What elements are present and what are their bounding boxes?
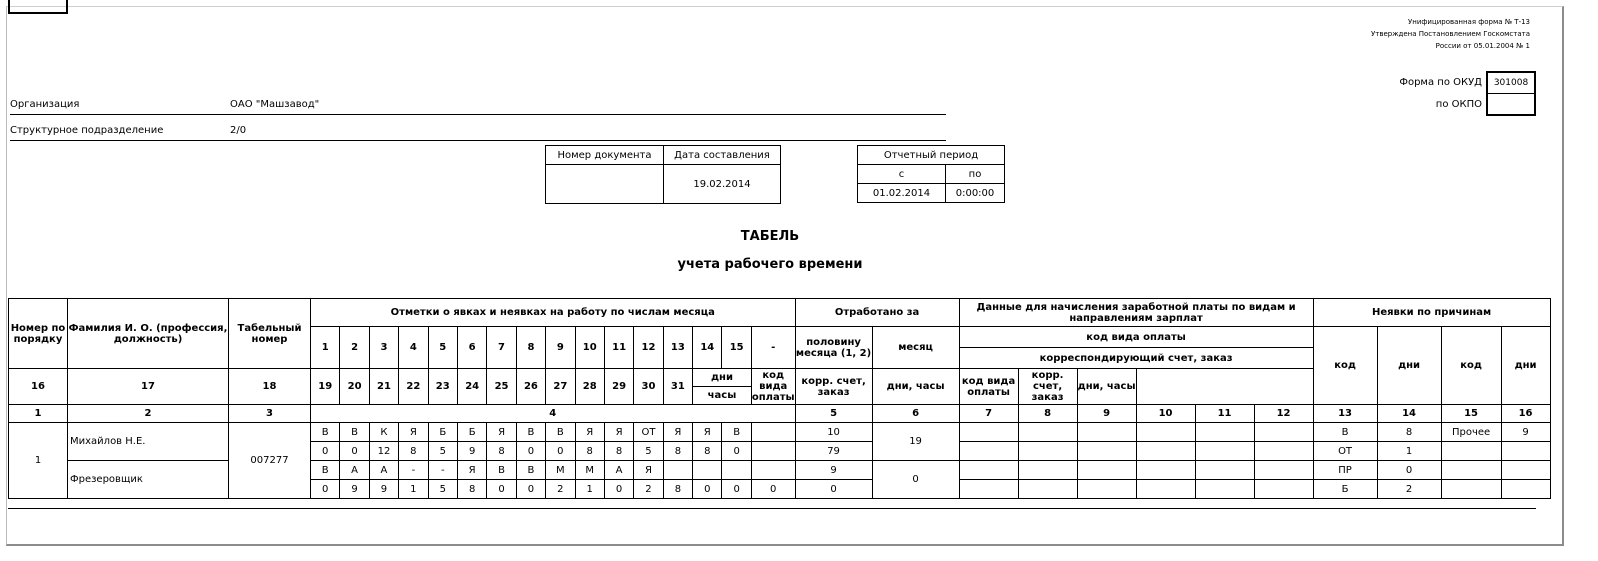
okud-label: Форма по ОКУД	[1399, 77, 1482, 88]
header-days-hours-12: дни, часы	[1077, 369, 1136, 405]
header-tab-number: Табельный номер	[229, 299, 311, 369]
column-number: 12	[1254, 405, 1313, 423]
pay-cell	[1136, 423, 1195, 442]
day-number: 10	[575, 327, 604, 369]
day-cell: 9	[340, 480, 369, 499]
column-number: 10	[1136, 405, 1195, 423]
day-cell: 0	[311, 442, 340, 461]
pay-cell	[959, 461, 1018, 480]
day-cell: 0	[604, 480, 633, 499]
day-cell: 0	[546, 442, 575, 461]
day-number: 18	[229, 369, 311, 405]
header-absence-days-2: дни	[1501, 327, 1550, 405]
header-hours: часы	[693, 387, 752, 405]
half-month-value: 0	[795, 480, 872, 499]
okpo-label: по ОКПО	[1435, 99, 1482, 110]
day-number: 6	[457, 327, 486, 369]
okud-code: 301008	[1488, 73, 1534, 94]
day-number: 28	[575, 369, 604, 405]
day-cell: Я	[399, 423, 428, 442]
day-cell: Я	[604, 423, 633, 442]
tab-number: 007277	[229, 423, 311, 499]
pay-cell	[1254, 442, 1313, 461]
pay-cell	[1018, 423, 1077, 442]
doc-number-label: Номер документа	[546, 146, 664, 165]
day-cell: 5	[634, 442, 663, 461]
day-cell: 0	[722, 480, 751, 499]
day-cell: 0	[311, 480, 340, 499]
day-cell: 0	[516, 442, 545, 461]
header-employee-name: Фамилия И. О. (профессия, должность)	[68, 299, 229, 369]
header-absence-days: дни	[1377, 327, 1441, 405]
day-cell: 0	[751, 480, 795, 499]
pay-cell	[959, 442, 1018, 461]
day-cell: 8	[604, 442, 633, 461]
day-number: 1	[311, 327, 340, 369]
absence-days-2	[1501, 442, 1550, 461]
day-cell: 0	[487, 480, 516, 499]
day-cell: Я	[457, 461, 486, 480]
absence-code-2: Прочее	[1441, 423, 1501, 442]
approval-line: Утверждена Постановлением Госкомстата	[1370, 30, 1530, 38]
day-number: 31	[663, 369, 692, 405]
day-number: 8	[516, 327, 545, 369]
day-number: 12	[634, 327, 663, 369]
day-number: 5	[428, 327, 457, 369]
day-number: 15	[722, 327, 751, 369]
column-number: 15	[1441, 405, 1501, 423]
column-number: 3	[229, 405, 311, 423]
day-cell: 0	[693, 480, 722, 499]
day-number: 26	[516, 369, 545, 405]
pay-cell	[959, 480, 1018, 499]
half-month-value: 79	[795, 442, 872, 461]
day-cell: 8	[663, 442, 692, 461]
day-cell: 5	[428, 480, 457, 499]
day-number: 25	[487, 369, 516, 405]
doc-date-label: Дата составления	[664, 146, 781, 165]
absence-code-2	[1441, 442, 1501, 461]
day-cell: 0	[722, 442, 751, 461]
document-number-table	[545, 145, 781, 204]
header-corr-11: корр. счет, заказ	[1018, 369, 1077, 405]
day-cell: Б	[428, 423, 457, 442]
period-table	[857, 145, 1005, 203]
day-cell: А	[604, 461, 633, 480]
pay-cell	[1077, 442, 1136, 461]
day-cell: Я	[575, 423, 604, 442]
day-number: 16	[9, 369, 68, 405]
employee-name: Михайлов Н.Е.	[68, 423, 229, 461]
bottom-divider	[8, 508, 1536, 509]
organization-row	[10, 96, 946, 115]
pay-cell	[1195, 461, 1254, 480]
header-worked: Отработано за	[795, 299, 959, 327]
column-number: 11	[1195, 405, 1254, 423]
day-number: 30	[634, 369, 663, 405]
pay-cell	[1195, 423, 1254, 442]
day-cell: Я	[693, 423, 722, 442]
pay-cell	[1136, 480, 1195, 499]
pay-cell	[1136, 442, 1195, 461]
organization-label: Организация	[10, 99, 80, 110]
day-cell: В	[516, 423, 545, 442]
table-row	[9, 423, 1551, 442]
day-cell	[751, 442, 795, 461]
pay-cell	[1136, 461, 1195, 480]
absence-code: Б	[1313, 480, 1377, 499]
day-cell: В	[340, 423, 369, 442]
pay-cell	[959, 423, 1018, 442]
header-corr-8: корр. счет, заказ	[795, 369, 872, 405]
header-absence-code-2: код	[1441, 327, 1501, 405]
approval-note	[1310, 16, 1530, 52]
column-number: 13	[1313, 405, 1377, 423]
day-cell: 9	[457, 442, 486, 461]
row-number: 1	[9, 423, 68, 499]
approval-line: Унифицированная форма № Т-13	[1408, 18, 1530, 26]
absence-days-2	[1501, 480, 1550, 499]
day-number: 19	[311, 369, 340, 405]
day-cell: А	[369, 461, 398, 480]
day-cell: В	[546, 423, 575, 442]
organization-value: ОАО "Машзавод"	[230, 99, 320, 110]
day-cell: Я	[663, 423, 692, 442]
column-number: 9	[1077, 405, 1136, 423]
day-cell: В	[311, 423, 340, 442]
period-from-value: 01.02.2014	[858, 184, 946, 203]
day-cell	[663, 461, 692, 480]
day-cell: М	[546, 461, 575, 480]
day-number: -	[751, 327, 795, 369]
document-title: ТАБЕЛЬ	[740, 229, 800, 244]
header-pay-code-10: код вида оплаты	[959, 369, 1018, 405]
day-number: 2	[340, 327, 369, 369]
day-cell: 2	[546, 480, 575, 499]
day-cell: -	[399, 461, 428, 480]
absence-days: 8	[1377, 423, 1441, 442]
doc-date-value: 19.02.2014	[664, 165, 781, 204]
absence-days: 2	[1377, 480, 1441, 499]
header-attendance-marks: Отметки о явках и неявках на работу по числам месяца	[311, 299, 796, 327]
pay-cell	[1018, 480, 1077, 499]
header-pay-code-7: код вида оплаты	[751, 370, 795, 403]
column-number: 8	[1018, 405, 1077, 423]
day-number: 4	[399, 327, 428, 369]
day-number: 13	[663, 327, 692, 369]
document-subtitle: учета рабочего времени	[677, 257, 863, 272]
department-row	[10, 122, 946, 141]
day-cell: 8	[487, 442, 516, 461]
day-number: 24	[457, 369, 486, 405]
pay-cell	[1077, 423, 1136, 442]
day-number: 21	[369, 369, 398, 405]
absence-code-2	[1441, 480, 1501, 499]
pay-cell	[1254, 423, 1313, 442]
pay-cell	[1254, 461, 1313, 480]
period-from-label: с	[858, 165, 946, 184]
spacer	[9, 499, 1551, 507]
day-cell: В	[516, 461, 545, 480]
pay-cell	[1018, 461, 1077, 480]
day-number: 14	[693, 327, 722, 369]
column-number: 5	[795, 405, 872, 423]
day-number: 27	[546, 369, 575, 405]
corner-mark	[8, 0, 68, 14]
column-number: 2	[68, 405, 229, 423]
day-cell: В	[311, 461, 340, 480]
day-cell: 8	[399, 442, 428, 461]
pay-cell	[1077, 461, 1136, 480]
day-cell: Б	[457, 423, 486, 442]
pay-cell	[1018, 442, 1077, 461]
absence-days: 1	[1377, 442, 1441, 461]
pay-cell	[1195, 480, 1254, 499]
day-cell: ОТ	[634, 423, 663, 442]
day-cell: В	[487, 461, 516, 480]
day-cell	[751, 461, 795, 480]
absence-code: ОТ	[1313, 442, 1377, 461]
day-number: 11	[604, 327, 633, 369]
day-cell: 12	[369, 442, 398, 461]
header-month: месяц	[872, 327, 959, 369]
employee-position: Фрезеровщик	[68, 461, 229, 499]
header-days: дни	[693, 369, 752, 387]
month-days: 19	[872, 423, 959, 461]
pay-cell	[1195, 442, 1254, 461]
header-days-hours-9: дни, часы	[872, 369, 959, 405]
timesheet-table	[8, 298, 1551, 507]
day-cell: 1	[399, 480, 428, 499]
day-cell: 2	[634, 480, 663, 499]
day-number: 22	[399, 369, 428, 405]
doc-number-value	[546, 165, 664, 204]
absence-days-2: 9	[1501, 423, 1550, 442]
day-cell: В	[722, 423, 751, 442]
day-cell: Я	[487, 423, 516, 442]
header-absence-code: код	[1313, 327, 1377, 405]
header-pay-data: Данные для начисления заработной платы по видам и направлениям зарплат	[959, 299, 1313, 327]
header-pay-code: код вида оплаты	[959, 327, 1313, 348]
day-cell: М	[575, 461, 604, 480]
half-month-value: 9	[795, 461, 872, 480]
period-label: Отчетный период	[858, 146, 1005, 165]
header-corr-account: корреспондирующий счет, заказ	[959, 348, 1313, 369]
day-cell: 8	[457, 480, 486, 499]
half-month-value: 10	[795, 423, 872, 442]
department-label: Структурное подразделение	[10, 125, 164, 136]
header-absence: Неявки по причинам	[1313, 299, 1550, 327]
day-number: 7	[487, 327, 516, 369]
absence-code: В	[1313, 423, 1377, 442]
day-number: 29	[604, 369, 633, 405]
day-cell: 0	[516, 480, 545, 499]
day-cell: К	[369, 423, 398, 442]
period-to-value: 0:00:00	[946, 184, 1005, 203]
column-number: 16	[1501, 405, 1550, 423]
day-cell: 8	[663, 480, 692, 499]
day-cell: 8	[575, 442, 604, 461]
day-cell: Я	[634, 461, 663, 480]
day-cell: А	[340, 461, 369, 480]
codes-box	[1486, 71, 1536, 116]
day-number: 20	[340, 369, 369, 405]
month-hours: 0	[872, 461, 959, 499]
column-number: 7	[959, 405, 1018, 423]
day-number: 17	[68, 369, 229, 405]
department-value: 2/0	[230, 125, 247, 136]
absence-days-2	[1501, 461, 1550, 480]
day-cell: 5	[428, 442, 457, 461]
day-cell: -	[428, 461, 457, 480]
day-cell	[751, 423, 795, 442]
header-row-number: Номер по порядку	[9, 299, 68, 369]
absence-code-2	[1441, 461, 1501, 480]
absence-days: 0	[1377, 461, 1441, 480]
day-cell: 9	[369, 480, 398, 499]
column-number: 4	[311, 405, 796, 423]
day-cell: 8	[693, 442, 722, 461]
approval-line: России от 05.01.2004 № 1	[1435, 42, 1530, 50]
column-number: 6	[872, 405, 959, 423]
period-to-label: по	[946, 165, 1005, 184]
day-number: 3	[369, 327, 398, 369]
day-number: 9	[546, 327, 575, 369]
day-cell: 0	[340, 442, 369, 461]
column-number: 14	[1377, 405, 1441, 423]
column-number: 1	[9, 405, 68, 423]
day-cell	[722, 461, 751, 480]
day-cell	[693, 461, 722, 480]
header-half-month: половину месяца (1, 2)	[795, 327, 872, 369]
day-number: 23	[428, 369, 457, 405]
absence-code: ПР	[1313, 461, 1377, 480]
pay-cell	[1254, 480, 1313, 499]
day-cell: 1	[575, 480, 604, 499]
pay-cell	[1077, 480, 1136, 499]
